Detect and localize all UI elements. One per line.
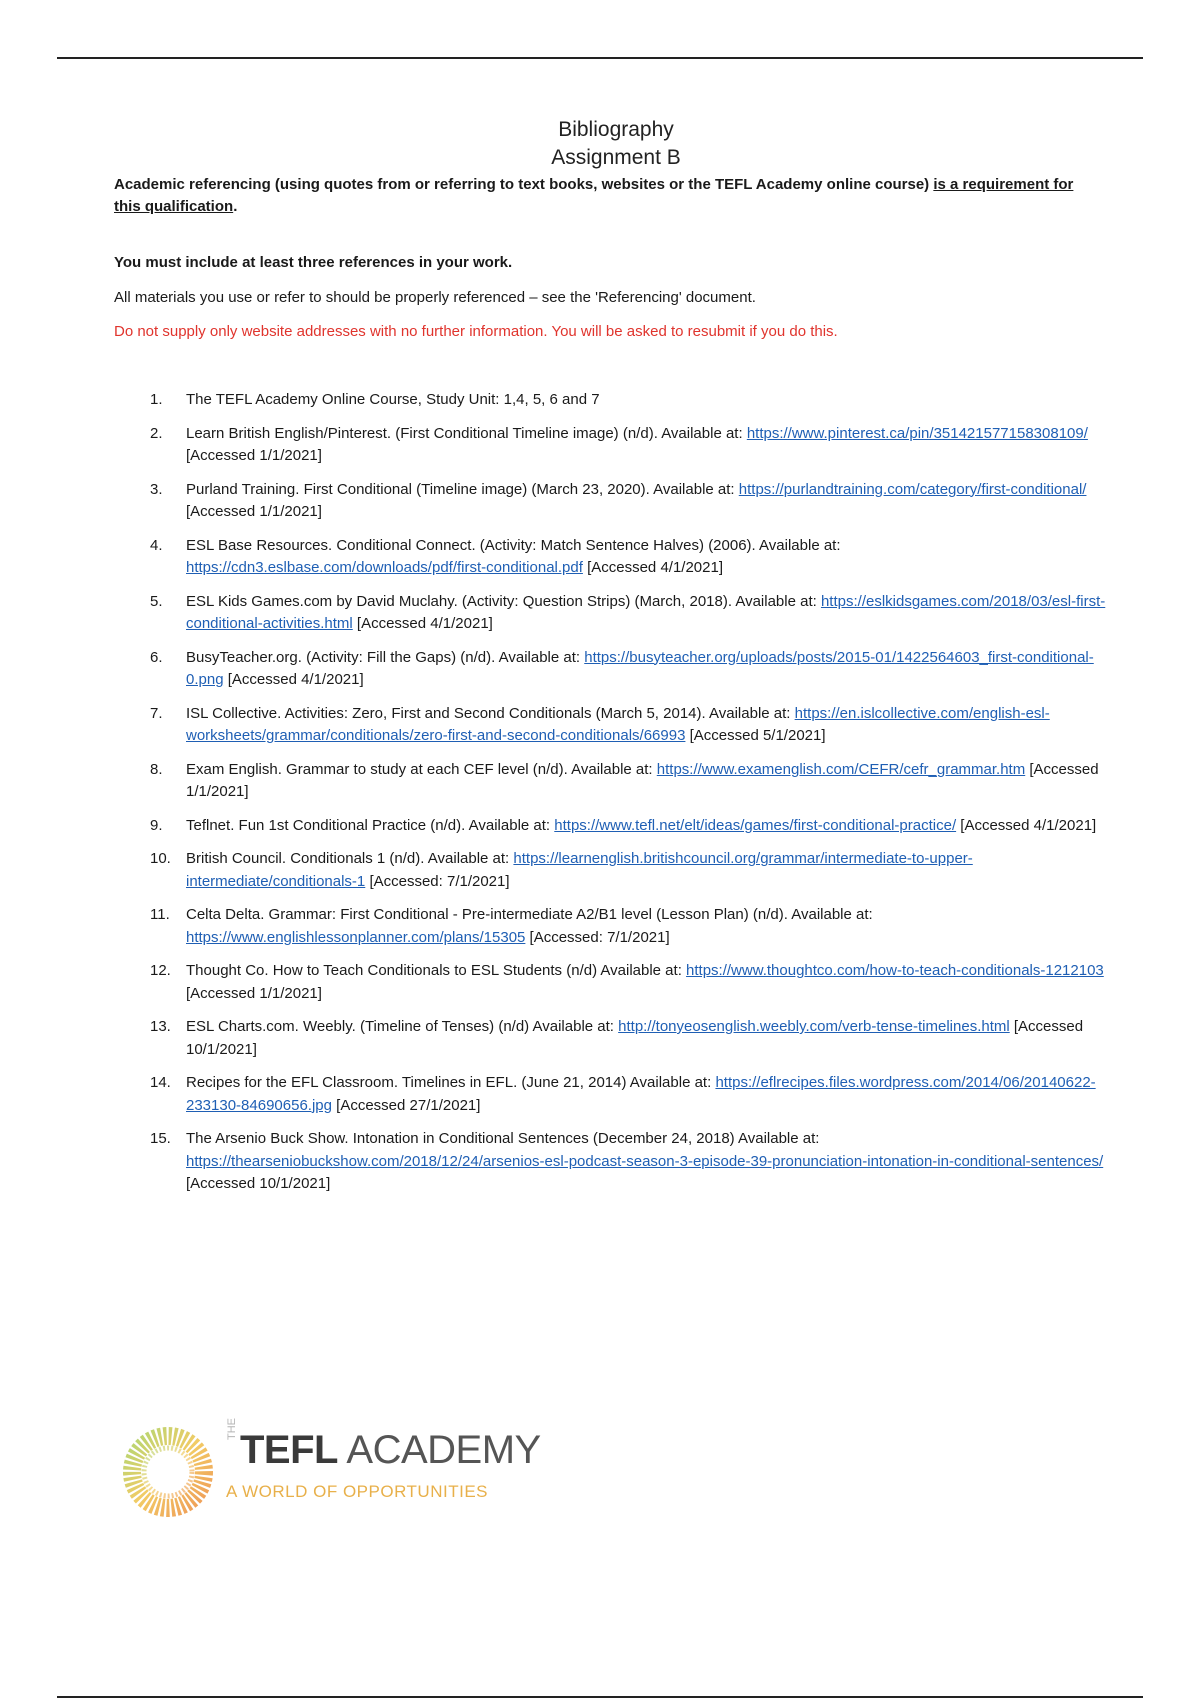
reference-link[interactable]: https://en.islcollective.com/english-esl-worksheets/grammar/conditionals/zero-first-and-second-conditionals/66993 [186,704,1050,744]
reference-text: ESL Kids Games.com by David Muclahy. (Activity: Question Strips) (March, 2018). Available at: [186,592,821,610]
reference-accessed: [Accessed 1/1/2021] [186,984,322,1002]
tefl-academy-logo [120,1418,541,1522]
notice-end: . [233,198,238,215]
reference-accessed: [Accessed 1/1/2021] [186,503,322,520]
reference-item [150,759,1120,804]
reference-link[interactable]: https://www.examenglish.com/CEFR/cefr_grammar.htm [656,760,1026,778]
reference-accessed: [Accessed 4/1/2021] [582,559,723,576]
reference-text: The TEFL Academy Online Course, Study Unit: 1,4, 5, 6 and 7 [186,391,600,408]
reference-item [150,389,1120,412]
reference-link[interactable]: https://www.tefl.net/elt/ideas/games/first-conditional-practice/ [554,816,957,834]
reference-text: Teflnet. Fun 1st Conditional Practice (n/d). Available at: [186,816,555,834]
reference-item [150,1016,1120,1061]
top-rule [57,57,1143,59]
reference-number: 11. [150,906,170,923]
reference-item [150,647,1120,692]
minimum-references-note: You must include at least three references in your work. [114,254,513,271]
reference-accessed: [Accessed 27/1/2021] [331,1096,481,1114]
reference-item [150,904,1120,949]
reference-text: Purland Training. First Conditional (Timeline image) (March 23, 2020). Available at: [186,480,739,498]
reference-item [150,848,1120,893]
reference-accessed: [Accessed: 7/1/2021] [525,928,670,946]
reference-item [150,815,1120,838]
bottom-rule [57,1696,1143,1698]
page-subtitle: Assignment B [551,146,681,169]
reference-number: 13. [150,1018,171,1035]
reference-number: 14. [150,1074,171,1091]
reference-link[interactable]: https://cdn3.eslbase.com/downloads/pdf/first-conditional.pdf [186,559,583,576]
reference-text: ESL Charts.com. Weebly. (Timeline of Tenses) (n/d) Available at: [186,1018,619,1035]
referencing-notice [114,174,1104,218]
logo-ring-icon [120,1424,216,1520]
reference-item [150,703,1120,748]
materials-note: All materials you use or refer to should be properly referenced – see the 'Referencing' document. [114,289,756,306]
reference-text: British Council. Conditionals 1 (n/d). Available at: [186,850,514,867]
notice-lead: Academic referencing (using quotes from or referring to text books, websites or the TEFL Academy online course) [114,176,934,193]
title-block [0,116,1200,172]
resubmit-warning: Do not supply only website addresses with no further information. You will be asked to resubmit if you do this. [114,323,838,340]
reference-link[interactable]: https://learnenglish.britishcouncil.org/grammar/intermediate-to-upper-intermediate/conditionals-1 [186,850,973,890]
reference-accessed: [Accessed 1/1/2021] [186,760,1099,800]
reference-number: 10. [150,850,171,867]
reference-item [150,1128,1120,1196]
reference-link[interactable]: https://www.englishlessonplanner.com/plans/15305 [186,928,526,946]
reference-accessed: [Accessed 10/1/2021] [186,1018,1084,1058]
reference-link[interactable]: https://thearseniobuckshow.com/2018/12/24/arsenios-esl-podcast-season-3-episode-39-pronunciation-intonation-in-conditional-sentences/ [186,1152,1104,1170]
reference-number: 5. [150,592,163,610]
reference-number: 7. [150,704,163,722]
reference-text: Learn British English/Pinterest. (First Conditional Timeline image) (n/d). Available at: [186,424,747,442]
reference-accessed: [Accessed 1/1/2021] [186,447,322,464]
reference-link[interactable]: https://www.pinterest.ca/pin/351421577158308109/ [746,424,1088,442]
logo-name-tefl: TEFL [240,1428,338,1472]
reference-item [150,423,1120,468]
reference-text: ISL Collective. Activities: Zero, First and Second Conditionals (March 5, 2014). Available at: [186,704,795,722]
reference-accessed: [Accessed 5/1/2021] [685,727,826,744]
logo-name [240,1428,541,1473]
logo-name-academy: ACADEMY [337,1428,541,1472]
reference-text: BusyTeacher.org. (Activity: Fill the Gaps) (n/d). Available at: [186,648,585,666]
logo-the: THE [226,1418,238,1440]
reference-item [150,960,1120,1005]
reference-number: 15. [150,1130,171,1147]
page-title: Bibliography [558,118,674,141]
reference-link[interactable]: https://www.thoughtco.com/how-to-teach-conditionals-1212103 [686,962,1104,979]
reference-number: 12. [150,962,171,979]
notice-requirement: is a requirement for this qualification [114,176,1074,215]
reference-number: 4. [150,536,163,554]
reference-link[interactable]: https://busyteacher.org/uploads/posts/2015-01/1422564603_first-conditional-0.png [186,648,1094,688]
reference-accessed: [Accessed 4/1/2021] [223,671,364,688]
reference-link[interactable]: https://eslkidsgames.com/2018/03/esl-first-conditional-activities.html [186,592,1106,632]
reference-link[interactable]: http://tonyeosenglish.weebly.com/verb-tense-timelines.html [618,1018,1010,1035]
reference-accessed: [Accessed: 7/1/2021] [365,872,510,890]
reference-number: 3. [150,480,163,498]
reference-text: ESL Base Resources. Conditional Connect. (Activity: Match Sentence Halves) (2006). Available at: [186,536,841,554]
reference-text: Recipes for the EFL Classroom. Timelines in EFL. (June 21, 2014) Available at: [186,1074,716,1091]
reference-text: Celta Delta. Grammar: First Conditional - Pre-intermediate A2/B1 level (Lesson Plan) (n/d). Available at: [186,906,873,923]
reference-number: 1. [150,391,163,408]
reference-list [150,389,1120,1207]
reference-link[interactable]: https://purlandtraining.com/category/first-conditional/ [738,480,1087,498]
reference-number: 8. [150,760,163,778]
reference-accessed: [Accessed 10/1/2021] [186,1175,331,1192]
reference-text: Thought Co. How to Teach Conditionals to ESL Students (n/d) Available at: [186,962,687,979]
reference-item [150,591,1120,636]
reference-text: Exam English. Grammar to study at each CEF level (n/d). Available at: [186,760,657,778]
reference-item [150,479,1120,524]
reference-text: The Arsenio Buck Show. Intonation in Conditional Sentences (December 24, 2018) Available at: [186,1130,820,1147]
logo-tagline: A WORLD OF OPPORTUNITIES [226,1482,488,1501]
reference-accessed: [Accessed 4/1/2021] [352,615,493,632]
reference-link[interactable]: https://eflrecipes.files.wordpress.com/2014/06/20140622-233130-84690656.jpg [186,1074,1096,1114]
reference-accessed: [Accessed 4/1/2021] [956,816,1097,834]
reference-item [150,1072,1120,1117]
reference-number: 6. [150,648,163,666]
reference-number: 9. [150,816,163,834]
reference-item [150,535,1120,580]
reference-number: 2. [150,424,163,442]
